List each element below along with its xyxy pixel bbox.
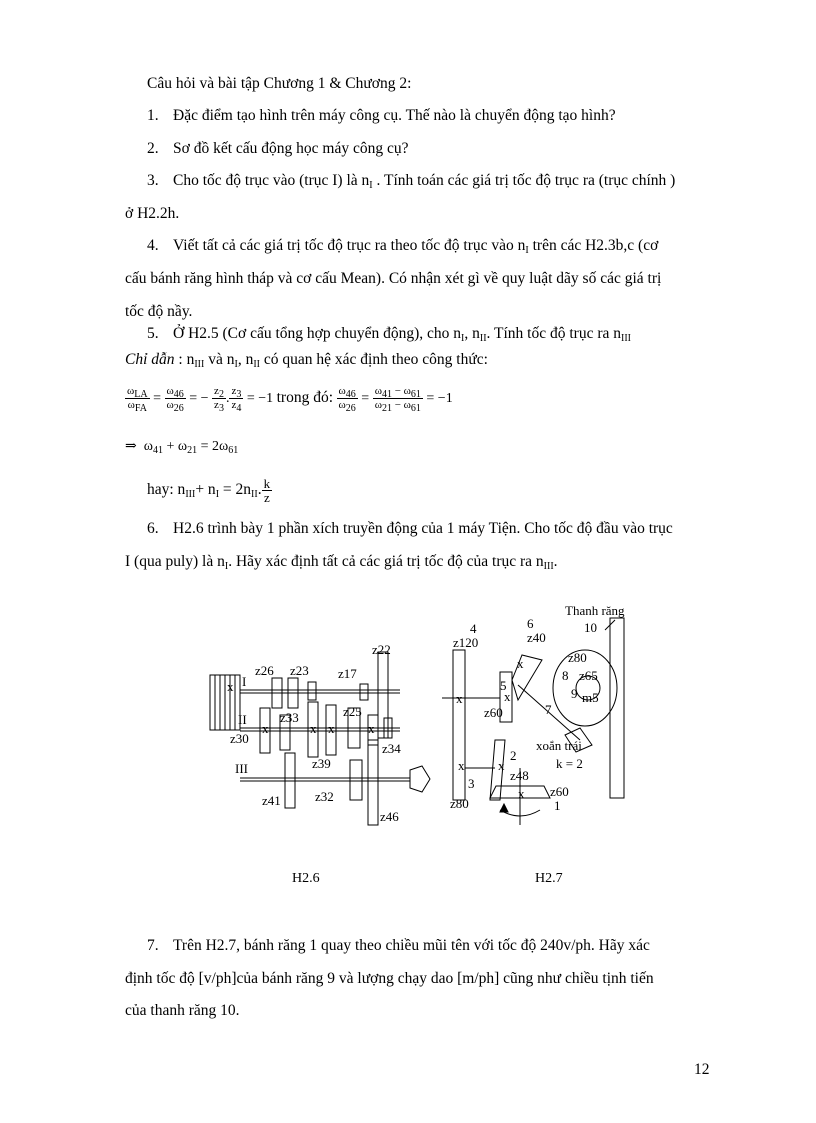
svg-text:k = 2: k = 2 — [556, 756, 583, 771]
question-6-text: H2.6 trình bày 1 phần xích truyền động của 1 máy Tiện. Cho tốc độ đầu vào trục — [173, 520, 673, 537]
question-7-number: 7. — [147, 937, 159, 954]
formula-1: $\frac{\omega_{LA}}{\omega_{FA}}$ = $\frac{\omega_{46}}{\omega_{26}}$ = − $\frac{z_2}{z_3}$ . $\frac{z_3}{z_4}$ = −1 trong đó: $\frac{\omega_{46}}{\omega_{26}}$ = $\frac{\omega_{41} - \omega_{61}}{\omega_{21} - \omega_{61}}$ = −1 — [127, 385, 453, 415]
svg-text:z23: z23 — [290, 663, 309, 678]
question-3-text-cont: ở H2.2h. — [125, 205, 180, 222]
svg-text:z22: z22 — [372, 642, 391, 657]
caption-h26: H2.6 — [292, 871, 320, 886]
svg-text:z41: z41 — [262, 793, 281, 808]
svg-text:x: x — [262, 721, 269, 736]
question-4-text-cont2: tốc độ nầy. — [125, 303, 193, 320]
svg-text:8: 8 — [562, 668, 569, 683]
svg-text:x: x — [310, 721, 317, 736]
question-6-number: 6. — [147, 520, 159, 537]
svg-text:x: x — [368, 721, 375, 736]
question-5-number: 5. — [147, 325, 159, 342]
svg-text:z32: z32 — [315, 789, 334, 804]
svg-text:x: x — [227, 679, 234, 694]
svg-text:III: III — [235, 761, 248, 776]
question-5-text: Ở H2.5 (Cơ cấu tổng hợp chuyển động), cho $n_I$, $n_{II}$. Tính tốc độ trục ra $n_{III}$ — [173, 325, 631, 344]
svg-text:x: x — [456, 691, 463, 706]
svg-text:z39: z39 — [312, 756, 331, 771]
pulley-drawing — [210, 675, 240, 730]
svg-text:z48: z48 — [510, 768, 529, 783]
svg-text:x: x — [458, 758, 465, 773]
svg-text:z80: z80 — [450, 796, 469, 811]
question-4-text-cont: cấu bánh răng hình tháp và cơ cấu Mean). Có nhận xét gì về quy luật dãy số các giá trị — [125, 270, 662, 287]
svg-text:z26: z26 — [255, 663, 274, 678]
svg-text:m5: m5 — [582, 690, 599, 705]
svg-text:x: x — [517, 656, 524, 671]
svg-text:5: 5 — [500, 678, 507, 693]
question-3-number: 3. — [147, 172, 159, 189]
formula-3: hay: $n_{III}+ n_I = 2n_{II}$. $\frac{k}{z}$ — [147, 475, 271, 505]
question-4-number: 4. — [147, 237, 159, 254]
question-6-text-cont: I (qua puly) là $n_I$. Hãy xác định tất cả các giá trị tốc độ của trục ra $n_{III}$. — [125, 553, 558, 572]
figure-diagrams — [200, 590, 640, 900]
svg-text:z80: z80 — [568, 650, 587, 665]
svg-text:z30: z30 — [230, 731, 249, 746]
svg-text:4: 4 — [470, 621, 477, 636]
svg-text:x: x — [518, 786, 525, 801]
svg-text:x: x — [504, 689, 511, 704]
formula-2: ⇒ $\omega_{41} + \omega_{21} = 2\omega_{61}$ — [125, 439, 239, 456]
question-7-text-cont: định tốc độ [v/ph]của bánh răng 9 và lượng chạy dao [m/ph] cũng như chiều tịnh tiến — [125, 970, 654, 987]
svg-text:10: 10 — [584, 620, 597, 635]
question-1-number: 1. — [147, 107, 159, 124]
svg-text:z40: z40 — [527, 630, 546, 645]
svg-text:9: 9 — [571, 686, 578, 701]
question-4-text: Viết tất cả các giá trị tốc độ trục ra theo tốc độ trục vào $n_I$ trên các H2.3b,c (cơ — [173, 237, 659, 256]
question-1-text: Đặc điểm tạo hình trên máy công cụ. Thế nào là chuyển động tạo hình? — [173, 107, 616, 124]
svg-text:x: x — [498, 758, 505, 773]
svg-text:I: I — [242, 674, 247, 689]
svg-text:z46: z46 — [380, 809, 399, 824]
question-3-text: Cho tốc độ trục vào (trục I) là $n_I$ . Tính toán các giá trị tốc độ trục ra (trục chính ) — [173, 172, 676, 191]
svg-text:z65: z65 — [579, 668, 598, 683]
svg-text:z60: z60 — [484, 705, 503, 720]
svg-text:z120: z120 — [453, 635, 479, 650]
svg-text:2: 2 — [510, 748, 517, 763]
question-7-text-cont2: của thanh răng 10. — [125, 1002, 240, 1019]
svg-text:z33: z33 — [280, 710, 299, 725]
svg-text:II: II — [238, 712, 247, 727]
svg-text:x: x — [328, 721, 335, 736]
svg-text:1: 1 — [554, 798, 561, 813]
h27-labels — [450, 603, 625, 813]
svg-text:z60: z60 — [550, 784, 569, 799]
svg-text:z17: z17 — [338, 666, 357, 681]
svg-text:6: 6 — [527, 616, 534, 631]
question-7-text: Trên H2.7, bánh răng 1 quay theo chiều mũi tên với tốc độ 240v/ph. Hãy xác — [173, 937, 650, 954]
hint-line: Chỉ dẫn : $n_{III}$ và $n_I$, $n_{II}$ có quan hệ xác định theo công thức: — [125, 351, 488, 370]
svg-text:7: 7 — [545, 702, 552, 717]
caption-h27: H2.7 — [535, 871, 563, 886]
svg-text:3: 3 — [468, 776, 475, 791]
svg-text:xoắn trái: xoắn trái — [536, 738, 582, 753]
svg-text:z25: z25 — [343, 704, 362, 719]
svg-text:z34: z34 — [382, 741, 401, 756]
h26-labels — [227, 642, 401, 824]
svg-text:Thanh răng: Thanh răng — [565, 603, 625, 618]
page-number: 12 — [694, 1061, 710, 1078]
section-heading: Câu hỏi và bài tập Chương 1 & Chương 2: — [147, 75, 412, 92]
question-2-text: Sơ đồ kết cấu động học máy công cụ? — [173, 140, 409, 157]
question-2-number: 2. — [147, 140, 159, 157]
